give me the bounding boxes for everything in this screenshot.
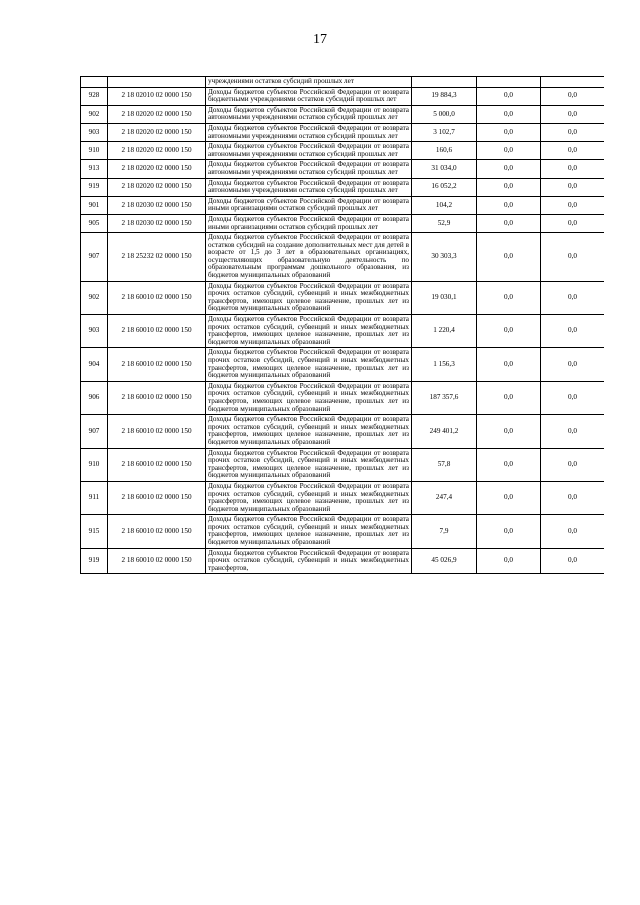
cell-budget-code: 2 18 02010 02 0000 150	[108, 87, 206, 105]
table-row	[81, 87, 605, 105]
cell-amount-1: 104,2	[412, 196, 477, 214]
cell-admin-code: 903	[81, 315, 108, 348]
cell-admin-code: 913	[81, 160, 108, 178]
cell-admin-code: 915	[81, 515, 108, 548]
cell-amount-1: 249 401,2	[412, 415, 477, 448]
cell-budget-code: 2 18 60010 02 0000 150	[108, 381, 206, 414]
cell-admin-code: 919	[81, 178, 108, 196]
cell-description: Доходы бюджетов субъектов Российской Федерации от возврата бюджетными учреждениями остатков субсидий прошлых лет	[206, 87, 412, 105]
cell-amount-3: 0,0	[541, 548, 605, 574]
cell-budget-code: 2 18 60010 02 0000 150	[108, 515, 206, 548]
cell-description: Доходы бюджетов субъектов Российской Федерации от возврата автономными учреждениями остатков субсидий прошлых лет	[206, 123, 412, 141]
table-row	[81, 281, 605, 314]
cell-amount-1: 5 000,0	[412, 105, 477, 123]
cell-description: Доходы бюджетов субъектов Российской Федерации от возврата прочих остатков субсидий, субвенций и иных межбюджетных трансфертов, имеющих целевое назначение, прошлых лет из бюджетов муниципальных образований	[206, 381, 412, 414]
cell-amount-2: 0,0	[477, 348, 541, 381]
cell-amount-3: 0,0	[541, 448, 605, 481]
cell-amount-1: 16 052,2	[412, 178, 477, 196]
cell-budget-code: 2 18 60010 02 0000 150	[108, 315, 206, 348]
cell-description: Доходы бюджетов субъектов Российской Федерации от возврата прочих остатков субсидий, субвенций и иных межбюджетных трансфертов,	[206, 548, 412, 574]
table-container	[80, 76, 604, 846]
cell-amount-2: 0,0	[477, 448, 541, 481]
table-row	[81, 214, 605, 232]
table-row	[81, 123, 605, 141]
cell-admin-code: 911	[81, 481, 108, 514]
cell-admin-code: 907	[81, 415, 108, 448]
cell-amount-3	[541, 77, 605, 88]
cell-amount-1: 19 030,1	[412, 281, 477, 314]
cell-budget-code: 2 18 02020 02 0000 150	[108, 178, 206, 196]
table-row	[81, 381, 605, 414]
cell-admin-code: 905	[81, 214, 108, 232]
cell-description: Доходы бюджетов субъектов Российской Федерации от возврата автономными учреждениями остатков субсидий прошлых лет	[206, 142, 412, 160]
table-row	[81, 142, 605, 160]
cell-amount-2: 0,0	[477, 415, 541, 448]
table-row	[81, 515, 605, 548]
cell-amount-1: 1 220,4	[412, 315, 477, 348]
table-row	[81, 415, 605, 448]
cell-admin-code: 906	[81, 381, 108, 414]
cell-budget-code: 2 18 60010 02 0000 150	[108, 448, 206, 481]
cell-amount-2: 0,0	[477, 105, 541, 123]
cell-amount-2: 0,0	[477, 142, 541, 160]
cell-amount-1: 3 102,7	[412, 123, 477, 141]
cell-admin-code: 904	[81, 348, 108, 381]
cell-amount-2: 0,0	[477, 196, 541, 214]
cell-amount-2: 0,0	[477, 160, 541, 178]
cell-description: Доходы бюджетов субъектов Российской Федерации от возврата иными организациями остатков субсидий прошлых лет	[206, 196, 412, 214]
cell-description: Доходы бюджетов субъектов Российской Федерации от возврата прочих остатков субсидий, субвенций и иных межбюджетных трансфертов, имеющих целевое назначение, прошлых лет из бюджетов муниципальных образований	[206, 448, 412, 481]
cell-amount-2: 0,0	[477, 178, 541, 196]
cell-amount-1: 1 156,3	[412, 348, 477, 381]
cell-description: Доходы бюджетов субъектов Российской Федерации от возврата автономными учреждениями остатков субсидий прошлых лет	[206, 105, 412, 123]
cell-amount-3: 0,0	[541, 315, 605, 348]
table-row	[81, 160, 605, 178]
cell-amount-2: 0,0	[477, 123, 541, 141]
cell-amount-2	[477, 77, 541, 88]
cell-description: Доходы бюджетов субъектов Российской Федерации от возврата автономными учреждениями остатков субсидий прошлых лет	[206, 178, 412, 196]
cell-description: Доходы бюджетов субъектов Российской Федерации от возврата прочих остатков субсидий, субвенций и иных межбюджетных трансфертов, имеющих целевое назначение, прошлых лет из бюджетов муниципальных образований	[206, 315, 412, 348]
cell-amount-3: 0,0	[541, 233, 605, 282]
cell-amount-3: 0,0	[541, 214, 605, 232]
cell-amount-3: 0,0	[541, 87, 605, 105]
page-number: 17	[313, 32, 327, 47]
cell-amount-3: 0,0	[541, 196, 605, 214]
cell-admin-code: 903	[81, 123, 108, 141]
cell-amount-3: 0,0	[541, 105, 605, 123]
cell-amount-3: 0,0	[541, 123, 605, 141]
cell-admin-code: 902	[81, 105, 108, 123]
cell-budget-code: 2 18 02020 02 0000 150	[108, 142, 206, 160]
cell-budget-code: 2 18 02030 02 0000 150	[108, 214, 206, 232]
cell-budget-code: 2 18 60010 02 0000 150	[108, 281, 206, 314]
cell-amount-2: 0,0	[477, 281, 541, 314]
table-row	[81, 105, 605, 123]
cell-amount-1: 247,4	[412, 481, 477, 514]
table-row	[81, 448, 605, 481]
cell-amount-3: 0,0	[541, 515, 605, 548]
cell-description: Доходы бюджетов субъектов Российской Федерации от возврата прочих остатков субсидий, субвенций и иных межбюджетных трансфертов, имеющих целевое назначение, прошлых лет из бюджетов муниципальных образований	[206, 415, 412, 448]
cell-admin-code: 902	[81, 281, 108, 314]
cell-amount-2: 0,0	[477, 515, 541, 548]
cell-admin-code: 901	[81, 196, 108, 214]
cell-budget-code: 2 18 02020 02 0000 150	[108, 123, 206, 141]
table-body	[81, 77, 605, 574]
cell-amount-2: 0,0	[477, 315, 541, 348]
cell-description: Доходы бюджетов субъектов Российской Федерации от возврата остатков субсидий на создание дополнительных мест для детей в возрасте от 1,5 до 3 лет в образовательных организациях, осуществляющих образовательную деятельность по образовательным программам дошкольного образования, из бюджетов муниципальных образований	[206, 233, 412, 282]
cell-budget-code: 2 18 60010 02 0000 150	[108, 348, 206, 381]
cell-amount-1: 19 884,3	[412, 87, 477, 105]
cell-description: учреждениями остатков субсидий прошлых лет	[206, 77, 412, 88]
table-row-continuation	[81, 77, 605, 88]
cell-description: Доходы бюджетов субъектов Российской Федерации от возврата прочих остатков субсидий, субвенций и иных межбюджетных трансфертов, имеющих целевое назначение, прошлых лет из бюджетов муниципальных образований	[206, 348, 412, 381]
cell-admin-code: 928	[81, 87, 108, 105]
table-row	[81, 481, 605, 514]
cell-amount-1: 31 034,0	[412, 160, 477, 178]
table-row	[81, 315, 605, 348]
cell-amount-2: 0,0	[477, 87, 541, 105]
cell-budget-code: 2 18 02030 02 0000 150	[108, 196, 206, 214]
cell-amount-1: 57,8	[412, 448, 477, 481]
cell-amount-3: 0,0	[541, 415, 605, 448]
cell-amount-3: 0,0	[541, 348, 605, 381]
table-row	[81, 178, 605, 196]
cell-amount-1: 52,9	[412, 214, 477, 232]
table-row	[81, 196, 605, 214]
cell-amount-2: 0,0	[477, 481, 541, 514]
cell-budget-code	[108, 77, 206, 88]
cell-budget-code: 2 18 60010 02 0000 150	[108, 415, 206, 448]
cell-amount-3: 0,0	[541, 381, 605, 414]
cell-amount-3: 0,0	[541, 142, 605, 160]
cell-amount-1: 160,6	[412, 142, 477, 160]
cell-admin-code	[81, 77, 108, 88]
cell-amount-3: 0,0	[541, 178, 605, 196]
cell-amount-3: 0,0	[541, 160, 605, 178]
cell-description: Доходы бюджетов субъектов Российской Федерации от возврата прочих остатков субсидий, субвенций и иных межбюджетных трансфертов, имеющих целевое назначение, прошлых лет из бюджетов муниципальных образований	[206, 515, 412, 548]
table-row	[81, 348, 605, 381]
cell-admin-code: 910	[81, 448, 108, 481]
table-row	[81, 233, 605, 282]
cell-admin-code: 910	[81, 142, 108, 160]
cell-budget-code: 2 18 02020 02 0000 150	[108, 160, 206, 178]
cell-admin-code: 919	[81, 548, 108, 574]
cell-budget-code: 2 18 60010 02 0000 150	[108, 481, 206, 514]
cell-amount-1: 45 026,9	[412, 548, 477, 574]
cell-amount-2: 0,0	[477, 381, 541, 414]
cell-amount-1	[412, 77, 477, 88]
cell-amount-2: 0,0	[477, 233, 541, 282]
cell-budget-code: 2 18 25232 02 0000 150	[108, 233, 206, 282]
cell-amount-2: 0,0	[477, 214, 541, 232]
cell-description: Доходы бюджетов субъектов Российской Федерации от возврата прочих остатков субсидий, субвенций и иных межбюджетных трансфертов, имеющих целевое назначение, прошлых лет из бюджетов муниципальных образований	[206, 481, 412, 514]
cell-admin-code: 907	[81, 233, 108, 282]
cell-amount-1: 7,9	[412, 515, 477, 548]
cell-amount-1: 187 357,6	[412, 381, 477, 414]
cell-description: Доходы бюджетов субъектов Российской Федерации от возврата иными организациями остатков субсидий прошлых лет	[206, 214, 412, 232]
cell-amount-1: 30 303,3	[412, 233, 477, 282]
cell-budget-code: 2 18 02020 02 0000 150	[108, 105, 206, 123]
cell-description: Доходы бюджетов субъектов Российской Федерации от возврата прочих остатков субсидий, субвенций и иных межбюджетных трансфертов, имеющих целевое назначение, прошлых лет из бюджетов муниципальных образований	[206, 281, 412, 314]
cell-amount-2: 0,0	[477, 548, 541, 574]
revenue-table	[80, 76, 604, 574]
cell-budget-code: 2 18 60010 02 0000 150	[108, 548, 206, 574]
cell-amount-3: 0,0	[541, 281, 605, 314]
table-row	[81, 548, 605, 574]
cell-amount-3: 0,0	[541, 481, 605, 514]
cell-description: Доходы бюджетов субъектов Российской Федерации от возврата автономными учреждениями остатков субсидий прошлых лет	[206, 160, 412, 178]
